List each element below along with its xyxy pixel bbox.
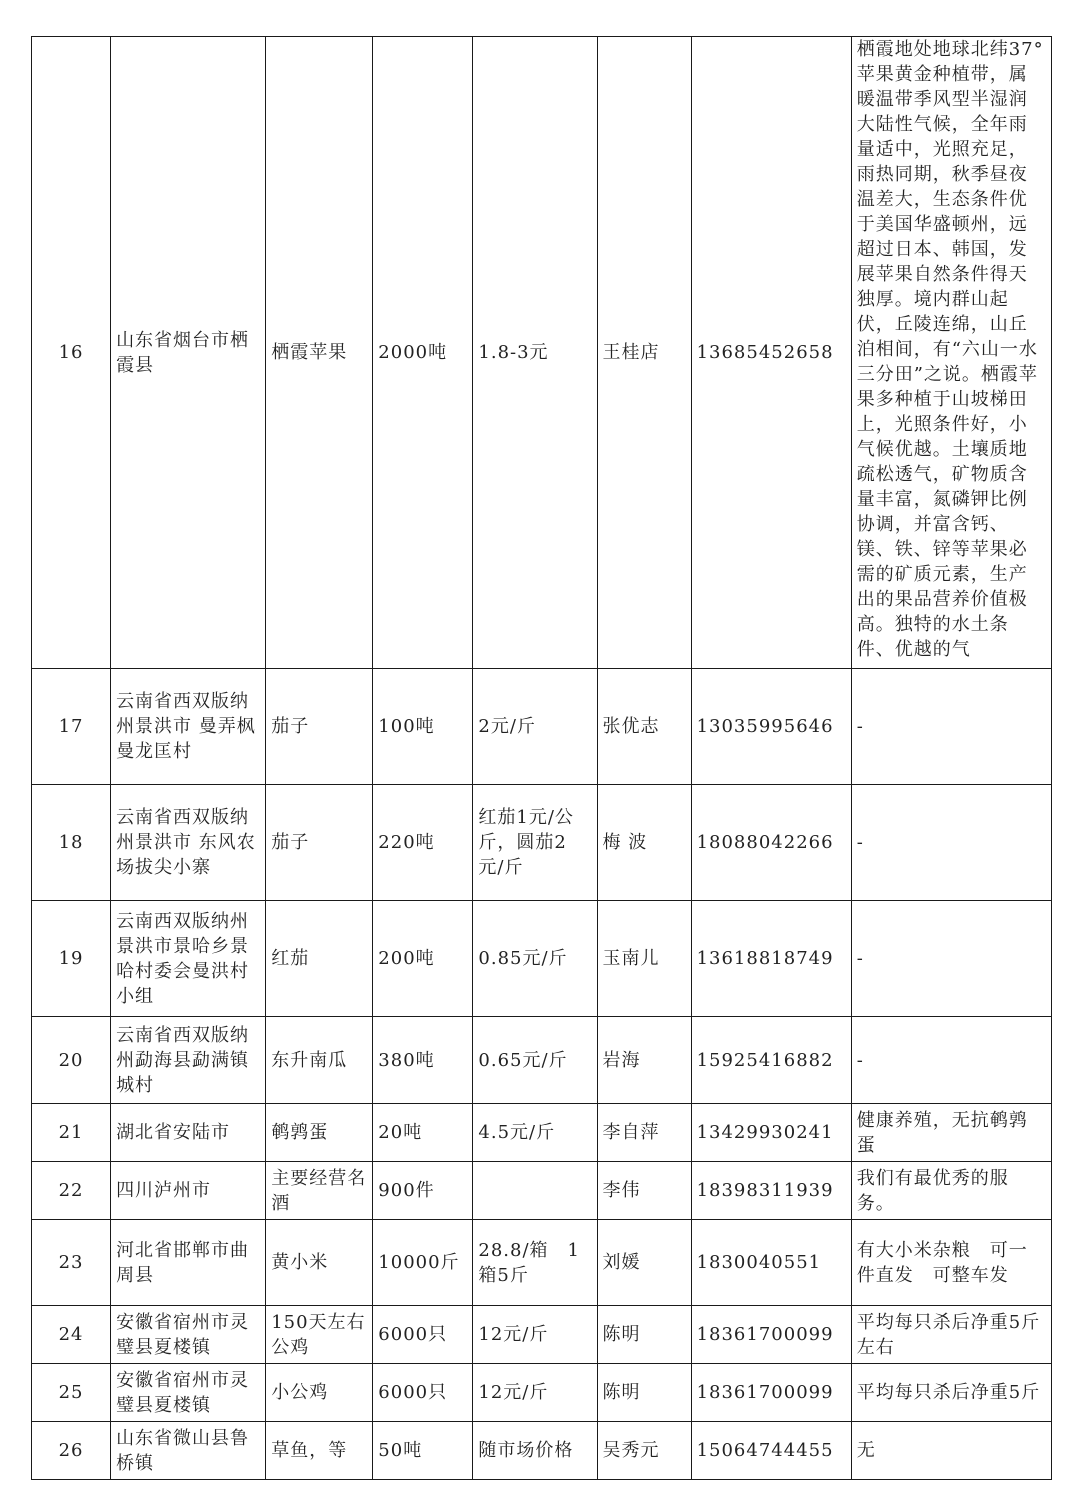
phone-cell: 13618818749	[691, 901, 851, 1017]
quantity-cell: 220吨	[373, 785, 473, 901]
contact-cell: 李伟	[597, 1162, 691, 1220]
table-row	[32, 785, 1052, 901]
price-cell: 12元/斤	[473, 1364, 597, 1422]
price-cell: 2元/斤	[473, 669, 597, 785]
phone-cell: 18361700099	[691, 1364, 851, 1422]
table-row	[32, 1017, 1052, 1104]
price-cell: 0.65元/斤	[473, 1017, 597, 1104]
phone-cell: 13035995646	[691, 669, 851, 785]
product-cell: 栖霞苹果	[266, 37, 373, 669]
product-cell: 茄子	[266, 669, 373, 785]
location-cell: 河北省邯郸市曲周县	[111, 1220, 266, 1306]
quantity-cell: 2000吨	[373, 37, 473, 669]
note-cell: -	[851, 669, 1051, 785]
phone-cell: 18088042266	[691, 785, 851, 901]
table-row	[32, 1220, 1052, 1306]
price-cell: 4.5元/斤	[473, 1104, 597, 1162]
product-cell: 东升南瓜	[266, 1017, 373, 1104]
note-cell: 无	[851, 1422, 1051, 1480]
location-cell: 安徽省宿州市灵璧县夏楼镇	[111, 1364, 266, 1422]
note-cell: -	[851, 1017, 1051, 1104]
quantity-cell: 20吨	[373, 1104, 473, 1162]
quantity-cell: 200吨	[373, 901, 473, 1017]
quantity-cell: 50吨	[373, 1422, 473, 1480]
contact-cell: 岩海	[597, 1017, 691, 1104]
row-number: 25	[32, 1364, 111, 1422]
location-cell: 山东省微山县鲁桥镇	[111, 1422, 266, 1480]
note-cell	[851, 37, 1051, 669]
row-number: 20	[32, 1017, 111, 1104]
contact-cell: 吴秀元	[597, 1422, 691, 1480]
note-cell: -	[851, 901, 1051, 1017]
product-cell: 鹌鹑蛋	[266, 1104, 373, 1162]
location-cell: 云南省西双版纳州勐海县勐满镇城村	[111, 1017, 266, 1104]
table-row	[32, 1422, 1052, 1480]
phone-cell: 15064744455	[691, 1422, 851, 1480]
product-supply-table	[31, 36, 1052, 1480]
quantity-cell: 380吨	[373, 1017, 473, 1104]
table-row	[32, 1364, 1052, 1422]
row-number: 24	[32, 1306, 111, 1364]
quantity-cell: 100吨	[373, 669, 473, 785]
product-cell: 草鱼，等	[266, 1422, 373, 1480]
row-number: 19	[32, 901, 111, 1017]
product-cell: 红茄	[266, 901, 373, 1017]
location-cell: 山东省烟台市栖霞县	[111, 37, 266, 669]
note-cell: -	[851, 785, 1051, 901]
note-cell: 我们有最优秀的服务。	[851, 1162, 1051, 1220]
location-cell: 云南省西双版纳州景洪市 曼弄枫曼龙匡村	[111, 669, 266, 785]
phone-cell: 15925416882	[691, 1017, 851, 1104]
price-cell: 0.85元/斤	[473, 901, 597, 1017]
price-cell: 1.8-3元	[473, 37, 597, 669]
location-cell: 湖北省安陆市	[111, 1104, 266, 1162]
quantity-cell: 6000只	[373, 1364, 473, 1422]
contact-cell: 张优志	[597, 669, 691, 785]
row-number: 16	[32, 37, 111, 669]
table-row	[32, 1162, 1052, 1220]
note-cell: 健康养殖，无抗鹌鹑蛋	[851, 1104, 1051, 1162]
table-row	[32, 37, 1052, 669]
price-cell: 红茄1元/公斤，圆茄2元/斤	[473, 785, 597, 901]
product-cell: 黄小米	[266, 1220, 373, 1306]
product-cell: 茄子	[266, 785, 373, 901]
price-cell: 28.8/箱 1箱5斤	[473, 1220, 597, 1306]
product-cell: 150天左右公鸡	[266, 1306, 373, 1364]
product-cell: 小公鸡	[266, 1364, 373, 1422]
note-text: 栖霞地处地球北纬37°苹果黄金种植带，属暖温带季风型半湿润大陆性气候，全年雨量适中，光照充足，雨热同期，秋季昼夜温差大，生态条件优于美国华盛顿州，远超过日本、韩国，发展苹果自然条件得天独厚。境内群山起伏，丘陵连绵，山丘泊相间，有“六山一水三分田”之说。栖霞苹果多种植于山坡梯田上，光照条件好，小气候优越。土壤质地疏松透气，矿物质含量丰富，氮磷钾比例协调，并富含钙、镁、铁、锌等苹果必需的矿质元素，生产出的果品营养价值极高。独特的水土条件、优越的气	[856, 39, 1044, 660]
table-row	[32, 669, 1052, 785]
price-cell	[473, 1162, 597, 1220]
quantity-cell: 900件	[373, 1162, 473, 1220]
row-number: 18	[32, 785, 111, 901]
table-row	[32, 901, 1052, 1017]
table-body	[32, 37, 1052, 1480]
phone-cell: 13685452658	[691, 37, 851, 669]
phone-cell: 18361700099	[691, 1306, 851, 1364]
phone-cell: 18398311939	[691, 1162, 851, 1220]
row-number: 23	[32, 1220, 111, 1306]
location-cell: 安徽省宿州市灵璧县夏楼镇	[111, 1306, 266, 1364]
location-cell: 云南省西双版纳州景洪市 东风农场拔尖小寨	[111, 785, 266, 901]
row-number: 26	[32, 1422, 111, 1480]
row-number: 22	[32, 1162, 111, 1220]
contact-cell: 玉南儿	[597, 901, 691, 1017]
row-number: 21	[32, 1104, 111, 1162]
table-row	[32, 1306, 1052, 1364]
contact-cell: 王桂店	[597, 37, 691, 669]
contact-cell: 李自萍	[597, 1104, 691, 1162]
location-cell: 云南西双版纳州景洪市景哈乡景哈村委会曼洪村小组	[111, 901, 266, 1017]
quantity-cell: 6000只	[373, 1306, 473, 1364]
note-cell: 平均每只杀后净重5斤左右	[851, 1306, 1051, 1364]
phone-cell: 1830040551	[691, 1220, 851, 1306]
price-cell: 12元/斤	[473, 1306, 597, 1364]
note-cell: 平均每只杀后净重5斤	[851, 1364, 1051, 1422]
phone-cell: 13429930241	[691, 1104, 851, 1162]
product-cell: 主要经营名酒	[266, 1162, 373, 1220]
table-row	[32, 1104, 1052, 1162]
location-cell: 四川泸州市	[111, 1162, 266, 1220]
contact-cell: 陈明	[597, 1364, 691, 1422]
note-cell: 有大小米杂粮 可一件直发 可整车发	[851, 1220, 1051, 1306]
contact-cell: 陈明	[597, 1306, 691, 1364]
quantity-cell: 10000斤	[373, 1220, 473, 1306]
row-number: 17	[32, 669, 111, 785]
contact-cell: 刘媛	[597, 1220, 691, 1306]
contact-cell: 梅 波	[597, 785, 691, 901]
price-cell: 随市场价格	[473, 1422, 597, 1480]
